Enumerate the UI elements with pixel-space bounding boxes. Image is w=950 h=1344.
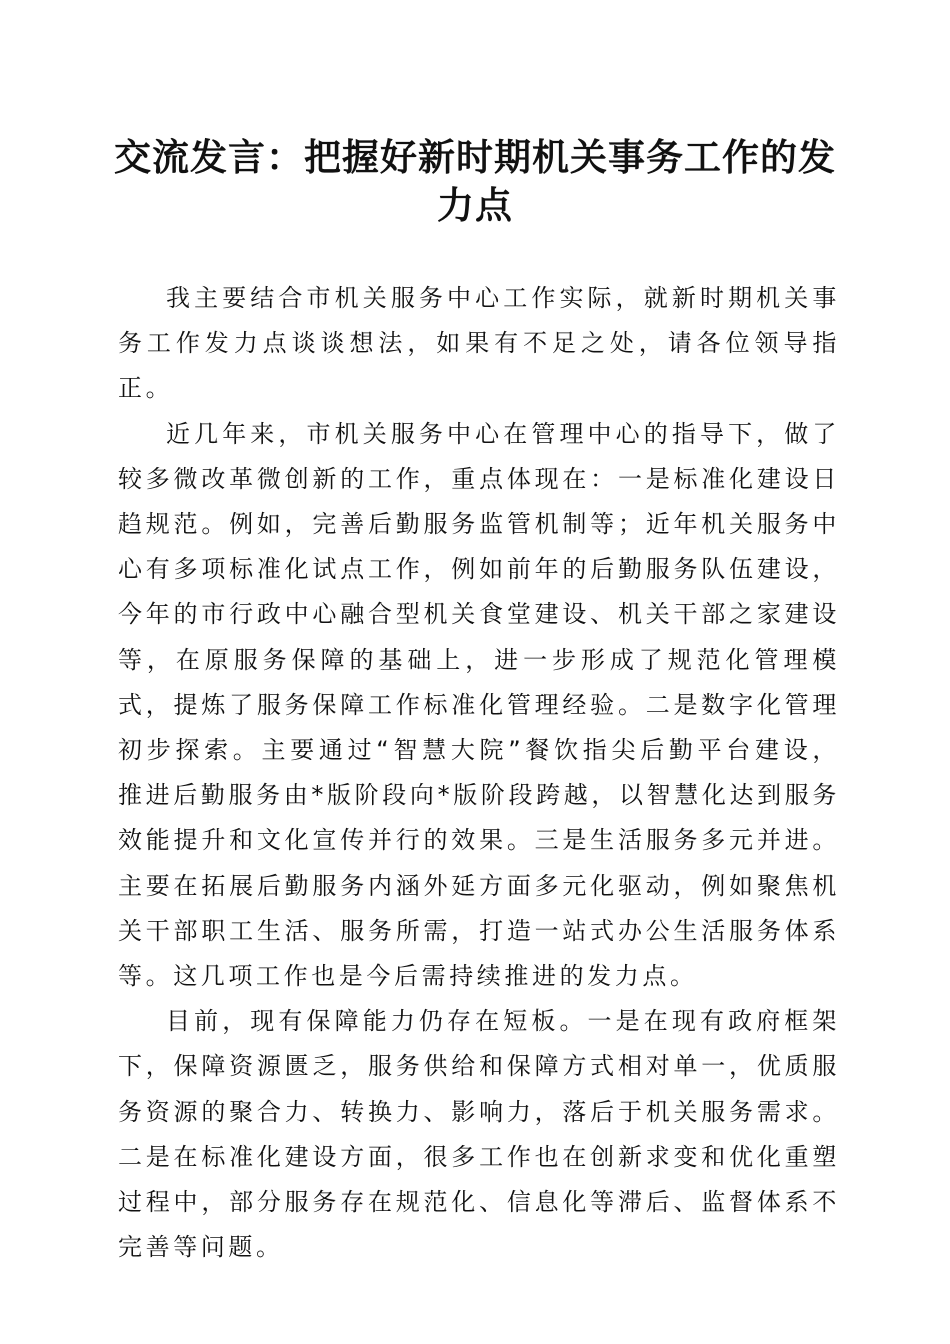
paragraph-intro: 我主要结合市机关服务中心工作实际，就新时期机关事务工作发力点谈谈想法，如果有不足之处，请各位领导指正。 bbox=[118, 284, 840, 403]
paragraph-achievements: 近几年来，市机关服务中心在管理中心的指导下，做了较多微改革微创新的工作，重点体现在：一是标准化建设日趋规范。例如，完善后勤服务监管机制等；近年机关服务中心有多项标准化试点工作，例如前年的后勤服务队伍建设，今年的市行政中心融合型机关食堂建设、机关干部之家建设等，在原服务保障的基础上，进一步形成了规范化管理模式，提炼了服务保障工作标准化管理经验。二是数字化管理初步探索。主要通过“智慧大院”餐饮指尖后勤平台建设，推进后勤服务由*版阶段向*版阶段跨越，以智慧化达到服务效能提升和文化宣传并行的效果。三是生活服务多元并进。主要在拓展后勤服务内涵外延方面多元化驱动，例如聚焦机关干部职工生活、服务所需，打造一站式办公生活服务体系等。这几项工作也是今后需持续推进的发力点。 bbox=[118, 419, 840, 991]
document-title: 交流发言：把握好新时期机关事务工作的发力点 bbox=[114, 135, 836, 227]
paragraph-shortcomings: 目前，现有保障能力仍存在短板。一是在现有政府框架下，保障资源匮乏，服务供给和保障方式相对单一，优质服务资源的聚合力、转换力、影响力，落后于机关服务需求。二是在标准化建设方面，很多工作也在创新求变和优化重塑过程中，部分服务存在规范化、信息化等滞后、监督体系不完善等问题。 bbox=[118, 1007, 840, 1262]
document-body bbox=[118, 276, 840, 1270]
